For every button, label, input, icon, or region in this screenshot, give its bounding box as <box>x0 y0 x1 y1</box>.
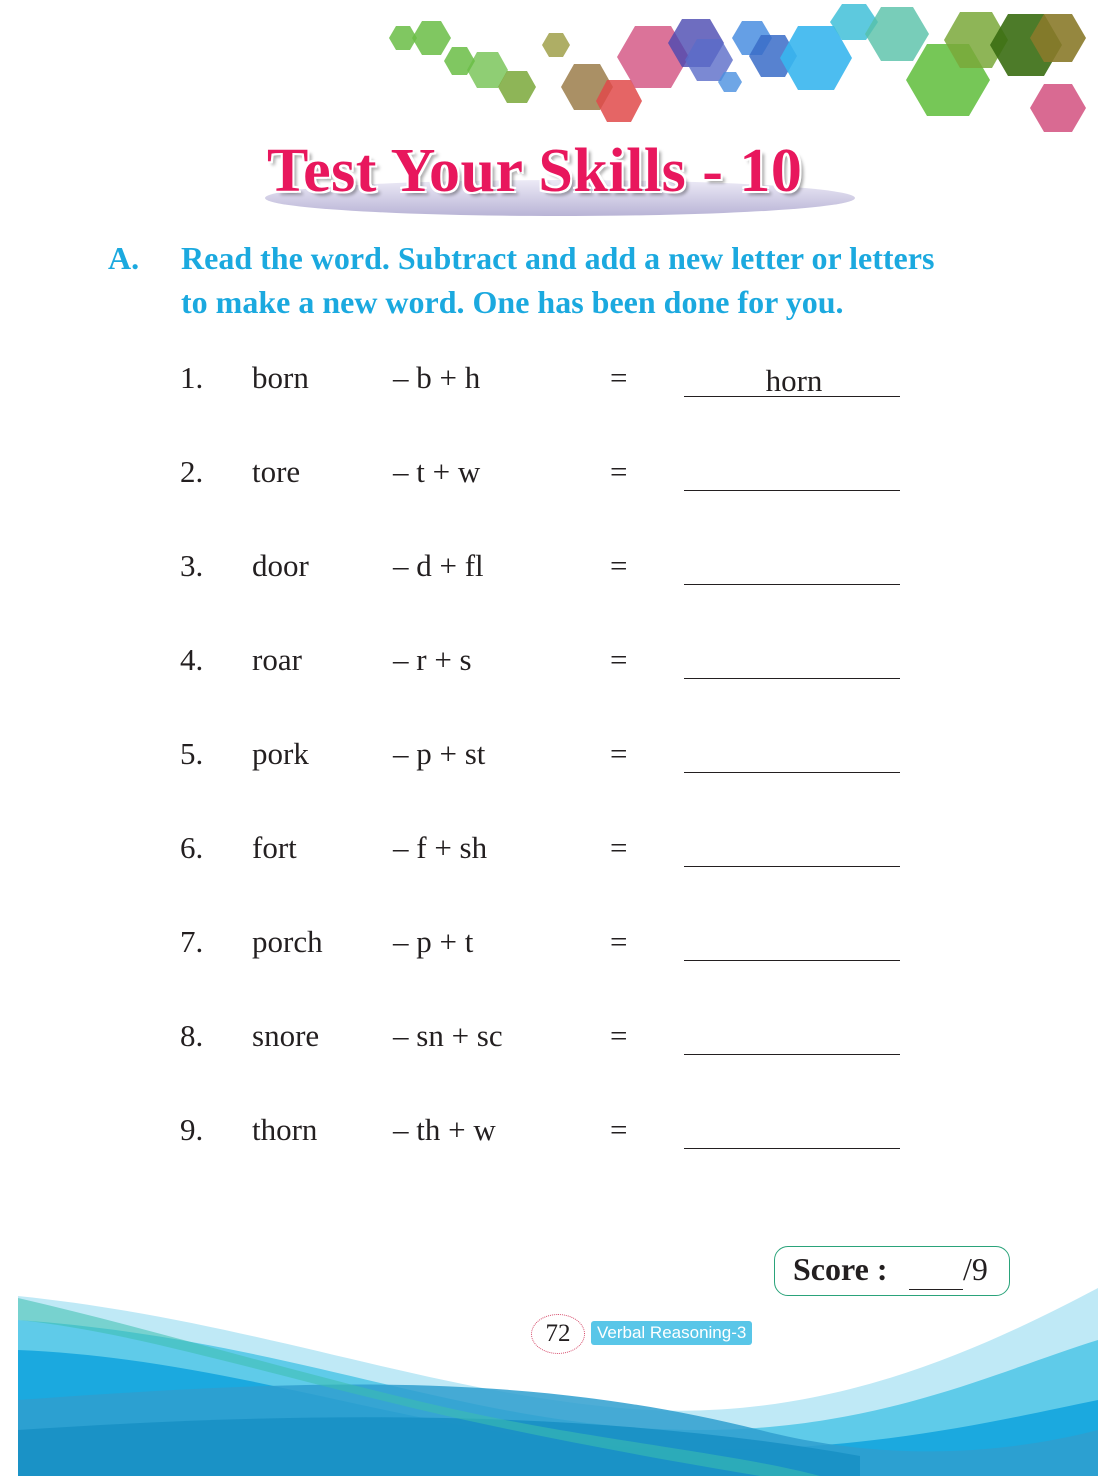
item-word: door <box>252 548 309 583</box>
score-total: /9 <box>963 1251 988 1287</box>
item-number: 5. <box>180 736 204 771</box>
exercise-row <box>0 642 1116 702</box>
score-box <box>774 1246 1010 1296</box>
item-word: thorn <box>252 1112 318 1147</box>
item-word: snore <box>252 1018 320 1053</box>
item-number: 2. <box>180 454 204 489</box>
equals-sign: = <box>610 1112 628 1147</box>
section-label: A. <box>108 240 140 276</box>
answer-blank[interactable] <box>684 924 900 961</box>
answer-blank[interactable] <box>684 736 900 773</box>
equals-sign: = <box>610 454 628 489</box>
item-number: 1. <box>180 360 204 395</box>
answer-blank[interactable] <box>684 1018 900 1055</box>
item-operation: – t + w <box>393 454 481 489</box>
exercise-row <box>0 736 1116 796</box>
item-operation: – b + h <box>393 360 481 395</box>
item-word: pork <box>252 736 309 771</box>
equals-sign: = <box>610 736 628 771</box>
exercise-row <box>0 830 1116 890</box>
answer-blank[interactable] <box>684 1112 900 1149</box>
item-operation: – th + w <box>393 1112 496 1147</box>
answer-text: horn <box>765 363 823 398</box>
equals-sign: = <box>610 360 628 395</box>
answer-blank[interactable] <box>684 830 900 867</box>
wave-decoration <box>0 1280 1116 1476</box>
instruction-line-1: Read the word. Subtract and add a new letter or letters <box>181 240 935 276</box>
book-title-badge: Verbal Reasoning-3 <box>591 1321 752 1345</box>
exercise-row <box>0 924 1116 984</box>
item-operation: – p + st <box>393 736 486 771</box>
answer-blank[interactable] <box>684 642 900 679</box>
instruction-line-2: to make a new word. One has been done for you. <box>181 284 844 320</box>
item-word: born <box>252 360 309 395</box>
title-banner <box>255 137 855 220</box>
exercise-row <box>0 1018 1116 1078</box>
answer-blank[interactable] <box>684 454 900 491</box>
item-number: 3. <box>180 548 204 583</box>
item-word: roar <box>252 642 302 677</box>
item-operation: – sn + sc <box>393 1018 503 1053</box>
equals-sign: = <box>610 1018 628 1053</box>
item-operation: – f + sh <box>393 830 488 865</box>
instruction-text <box>181 236 1041 324</box>
item-operation: – d + fl <box>393 548 484 583</box>
page-number: 72 <box>531 1314 585 1354</box>
score-label: Score : <box>793 1251 888 1287</box>
exercise-row <box>0 1112 1116 1172</box>
item-word: tore <box>252 454 301 489</box>
item-operation: – r + s <box>393 642 472 677</box>
page-title: Test Your Skills - 10 <box>267 137 803 205</box>
answer-blank[interactable] <box>684 548 900 585</box>
item-number: 4. <box>180 642 204 677</box>
equals-sign: = <box>610 830 628 865</box>
item-word: fort <box>252 830 297 865</box>
item-number: 8. <box>180 1018 204 1053</box>
item-number: 9. <box>180 1112 204 1147</box>
score-blank[interactable] <box>909 1257 963 1290</box>
answer-blank[interactable] <box>684 360 900 397</box>
hexagon-decoration <box>0 0 1116 150</box>
exercise-row <box>0 454 1116 514</box>
item-number: 7. <box>180 924 204 959</box>
exercise-row <box>0 548 1116 608</box>
equals-sign: = <box>610 548 628 583</box>
equals-sign: = <box>610 642 628 677</box>
item-number: 6. <box>180 830 204 865</box>
item-word: porch <box>252 924 323 959</box>
exercise-row <box>0 360 1116 420</box>
item-operation: – p + t <box>393 924 474 959</box>
equals-sign: = <box>610 924 628 959</box>
